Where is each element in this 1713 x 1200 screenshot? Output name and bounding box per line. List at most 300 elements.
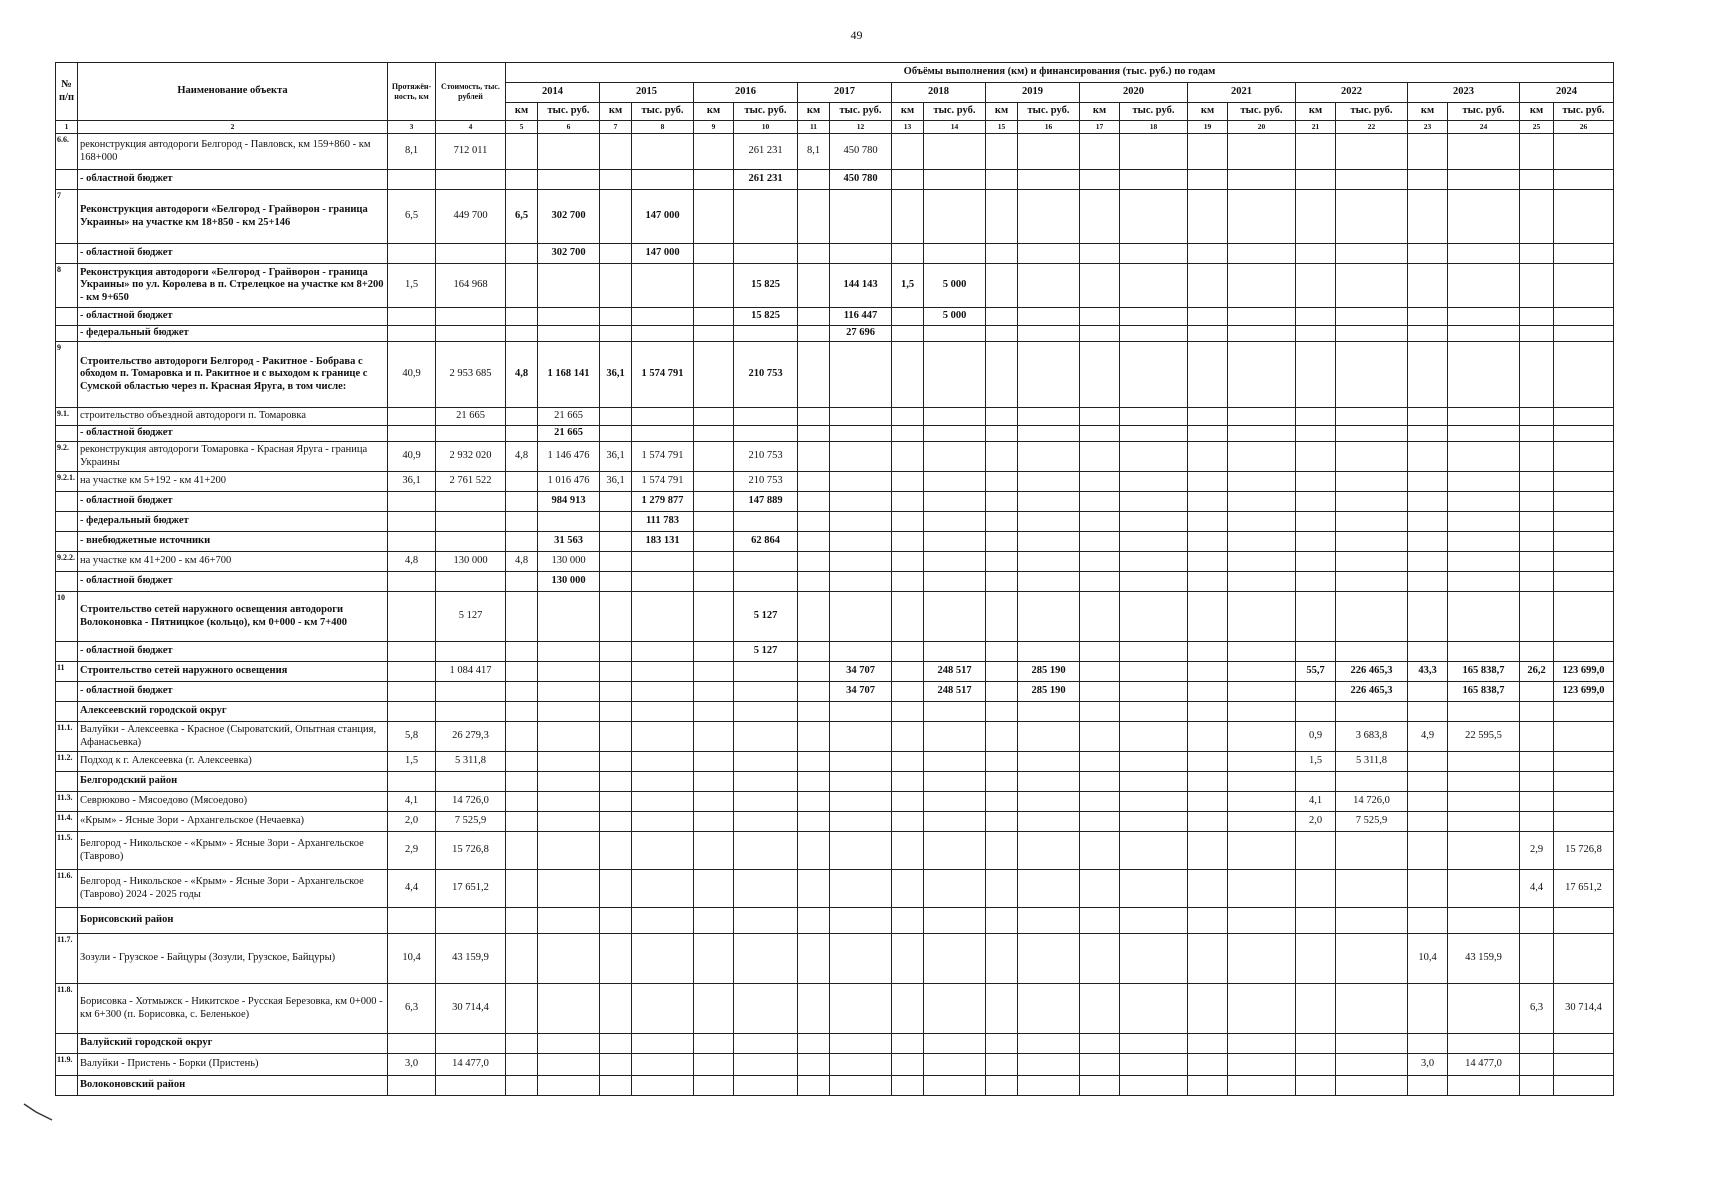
year-value-cell: 4,8: [506, 442, 538, 472]
year-value-cell: [1188, 512, 1228, 532]
year-value-cell: 302 700: [538, 244, 600, 264]
year-value-cell: [986, 408, 1018, 426]
year-value-cell: [632, 1054, 694, 1076]
row-number-label: 11.2.: [57, 753, 73, 762]
year-value-cell: [1018, 702, 1080, 722]
year-value-cell: [1336, 134, 1408, 170]
cost-value: [436, 572, 506, 592]
year-value-cell: [1228, 792, 1296, 812]
length-value: 4,8: [388, 552, 436, 572]
year-value-cell: [1188, 702, 1228, 722]
table-row: [56, 662, 1614, 682]
year-value-cell: [1120, 572, 1188, 592]
year-value-cell: [924, 426, 986, 442]
table-row: [56, 170, 1614, 190]
year-value-cell: [1408, 170, 1448, 190]
header-cost: Стоимость, тыс. рублей: [436, 63, 506, 121]
year-value-cell: [694, 572, 734, 592]
year-value-cell: [1296, 244, 1336, 264]
year-value-cell: 123 699,0: [1554, 662, 1614, 682]
year-value-cell: [1120, 682, 1188, 702]
year-value-cell: [1336, 772, 1408, 792]
year-value-cell: [1018, 492, 1080, 512]
year-value-cell: [1296, 492, 1336, 512]
year-value-cell: 6,3: [1520, 984, 1554, 1034]
header-group-title: Объёмы выполнения (км) и финансирования (тыс. руб.) по годам: [506, 63, 1614, 83]
year-value-cell: [538, 512, 600, 532]
cost-value: [436, 512, 506, 532]
year-value-cell: [1336, 326, 1408, 342]
year-value-cell: [986, 342, 1018, 408]
year-value-cell: [924, 870, 986, 908]
year-value-cell: [632, 308, 694, 326]
year-value-cell: [830, 1076, 892, 1096]
year-value-cell: 147 000: [632, 190, 694, 244]
length-value: [388, 772, 436, 792]
year-value-cell: [986, 592, 1018, 642]
year-value-cell: [892, 908, 924, 934]
table-row: [56, 908, 1614, 934]
row-number-label: 11.1.: [57, 723, 73, 732]
year-value-cell: [924, 642, 986, 662]
year-value-cell: [986, 326, 1018, 342]
year-value-cell: [600, 190, 632, 244]
year-value-cell: [1188, 572, 1228, 592]
object-name: Реконструкция автодороги «Белгород - Грайворон - граница Украины» на участке км 18+850 - км 25+146: [78, 190, 388, 244]
year-value-cell: [924, 442, 986, 472]
year-value-cell: [538, 934, 600, 984]
year-value-cell: [694, 812, 734, 832]
year-value-cell: [892, 134, 924, 170]
year-value-cell: [830, 870, 892, 908]
year-value-cell: [830, 792, 892, 812]
year-value-cell: [1228, 832, 1296, 870]
year-value-cell: [1408, 308, 1448, 326]
length-value: [388, 532, 436, 552]
year-value-cell: [1018, 1076, 1080, 1096]
year-value-cell: [1120, 512, 1188, 532]
column-number: 24: [1448, 121, 1520, 134]
year-value-cell: [632, 170, 694, 190]
year-value-cell: [1296, 264, 1336, 308]
year-value-cell: [1228, 722, 1296, 752]
year-value-cell: [830, 934, 892, 984]
year-value-cell: [1018, 512, 1080, 532]
length-value: [388, 908, 436, 934]
year-value-cell: [1018, 1034, 1080, 1054]
year-value-cell: [892, 190, 924, 244]
year-value-cell: [798, 934, 830, 984]
header-year: 2020: [1080, 83, 1188, 103]
year-value-cell: [986, 264, 1018, 308]
year-value-cell: [986, 812, 1018, 832]
header-rub: тыс. руб.: [830, 103, 892, 121]
year-value-cell: 1 279 877: [632, 492, 694, 512]
year-value-cell: 5 127: [734, 642, 798, 662]
year-value-cell: [1188, 752, 1228, 772]
year-value-cell: [1188, 264, 1228, 308]
table-row: [56, 934, 1614, 984]
year-value-cell: [506, 870, 538, 908]
year-value-cell: [1554, 170, 1614, 190]
year-value-cell: [1188, 662, 1228, 682]
year-value-cell: [734, 934, 798, 984]
year-value-cell: [986, 702, 1018, 722]
year-value-cell: [830, 190, 892, 244]
year-value-cell: [1188, 722, 1228, 752]
year-value-cell: 302 700: [538, 190, 600, 244]
year-value-cell: 27 696: [830, 326, 892, 342]
cost-value: 17 651,2: [436, 870, 506, 908]
table-row: [56, 532, 1614, 552]
year-value-cell: [1188, 134, 1228, 170]
year-value-cell: [1520, 1054, 1554, 1076]
year-value-cell: [1448, 832, 1520, 870]
year-value-cell: [892, 752, 924, 772]
year-value-cell: [1408, 342, 1448, 408]
year-value-cell: [1080, 572, 1120, 592]
year-value-cell: [924, 1076, 986, 1096]
year-value-cell: [734, 752, 798, 772]
object-name: Реконструкция автодороги «Белгород - Грайворон - граница Украины» по ул. Королева в п. Стрелецкое на участке км 8+200 - км 9+650: [78, 264, 388, 308]
length-value: 2,0: [388, 812, 436, 832]
year-value-cell: [1296, 832, 1336, 870]
year-value-cell: [632, 662, 694, 682]
year-value-cell: [734, 552, 798, 572]
row-number: [56, 408, 78, 426]
cost-value: 130 000: [436, 552, 506, 572]
year-value-cell: [694, 190, 734, 244]
year-value-cell: 43 159,9: [1448, 934, 1520, 984]
year-value-cell: [538, 326, 600, 342]
year-value-cell: [1120, 244, 1188, 264]
year-value-cell: [538, 170, 600, 190]
length-value: [388, 170, 436, 190]
year-value-cell: [798, 702, 830, 722]
year-value-cell: [1520, 308, 1554, 326]
year-value-cell: [734, 702, 798, 722]
year-value-cell: [1336, 870, 1408, 908]
year-value-cell: [798, 1034, 830, 1054]
header-year: 2021: [1188, 83, 1296, 103]
table-row: [56, 772, 1614, 792]
year-value-cell: 6,5: [506, 190, 538, 244]
year-value-cell: [830, 722, 892, 752]
year-value-cell: [538, 662, 600, 682]
cost-value: [436, 642, 506, 662]
column-number: 15: [986, 121, 1018, 134]
year-value-cell: [1188, 772, 1228, 792]
table-row: [56, 552, 1614, 572]
year-value-cell: [734, 326, 798, 342]
year-value-cell: [1080, 682, 1120, 702]
year-value-cell: [506, 408, 538, 426]
year-value-cell: [1018, 134, 1080, 170]
header-rub: тыс. руб.: [538, 103, 600, 121]
object-name: Валуйский городской округ: [78, 1034, 388, 1054]
year-value-cell: [830, 426, 892, 442]
year-value-cell: 1 574 791: [632, 472, 694, 492]
year-value-cell: 15 726,8: [1554, 832, 1614, 870]
year-value-cell: [798, 682, 830, 702]
year-value-cell: [1520, 472, 1554, 492]
year-value-cell: [538, 1034, 600, 1054]
year-value-cell: [892, 532, 924, 552]
row-number: [56, 342, 78, 408]
year-value-cell: [798, 170, 830, 190]
year-value-cell: [1018, 984, 1080, 1034]
year-value-cell: [1228, 1054, 1296, 1076]
year-value-cell: [506, 812, 538, 832]
year-value-cell: [798, 1054, 830, 1076]
year-value-cell: [924, 512, 986, 532]
year-value-cell: [506, 308, 538, 326]
year-value-cell: [892, 702, 924, 722]
year-value-cell: [830, 342, 892, 408]
year-value-cell: [986, 722, 1018, 752]
year-value-cell: [1018, 170, 1080, 190]
year-value-cell: [1120, 702, 1188, 722]
year-value-cell: 165 838,7: [1448, 662, 1520, 682]
year-value-cell: [1228, 512, 1296, 532]
year-value-cell: 1 574 791: [632, 442, 694, 472]
year-value-cell: [1120, 592, 1188, 642]
year-value-cell: [830, 832, 892, 870]
year-value-cell: [1296, 170, 1336, 190]
year-value-cell: [986, 832, 1018, 870]
year-value-cell: [1080, 492, 1120, 512]
year-value-cell: [600, 264, 632, 308]
year-value-cell: [1018, 264, 1080, 308]
year-value-cell: [798, 908, 830, 934]
year-value-cell: [1120, 662, 1188, 682]
year-value-cell: [1336, 934, 1408, 984]
year-value-cell: [1408, 752, 1448, 772]
year-value-cell: [1336, 472, 1408, 492]
year-value-cell: [892, 408, 924, 426]
year-value-cell: [986, 170, 1018, 190]
year-value-cell: [1336, 984, 1408, 1034]
row-number: [56, 870, 78, 908]
object-name: Белгород - Никольское - «Крым» - Ясные Зори - Архангельское (Таврово): [78, 832, 388, 870]
year-value-cell: [1018, 308, 1080, 326]
year-value-cell: [986, 984, 1018, 1034]
year-value-cell: [1018, 342, 1080, 408]
year-value-cell: [1018, 244, 1080, 264]
year-value-cell: [600, 722, 632, 752]
table-row: [56, 342, 1614, 408]
year-value-cell: [1336, 642, 1408, 662]
year-value-cell: [600, 908, 632, 934]
year-value-cell: [1188, 592, 1228, 642]
year-value-cell: [506, 134, 538, 170]
year-value-cell: [1296, 682, 1336, 702]
year-value-cell: [1448, 702, 1520, 722]
year-value-cell: [1336, 492, 1408, 512]
object-name: Алексеевский городской округ: [78, 702, 388, 722]
length-value: [388, 326, 436, 342]
year-value-cell: [538, 792, 600, 812]
year-value-cell: [734, 812, 798, 832]
year-value-cell: [1408, 832, 1448, 870]
year-value-cell: [1188, 1054, 1228, 1076]
length-value: [388, 512, 436, 532]
row-number: [56, 832, 78, 870]
year-value-cell: 22 595,5: [1448, 722, 1520, 752]
year-value-cell: [632, 682, 694, 702]
cost-value: 712 011: [436, 134, 506, 170]
year-value-cell: 36,1: [600, 472, 632, 492]
table-row: [56, 702, 1614, 722]
table-row: [56, 512, 1614, 532]
year-value-cell: [600, 1054, 632, 1076]
year-value-cell: [1520, 934, 1554, 984]
column-number: 20: [1228, 121, 1296, 134]
year-value-cell: 248 517: [924, 682, 986, 702]
year-value-cell: [506, 722, 538, 752]
year-value-cell: [1520, 492, 1554, 512]
year-value-cell: [1520, 552, 1554, 572]
year-value-cell: [1408, 792, 1448, 812]
year-value-cell: [830, 512, 892, 532]
row-number: [56, 682, 78, 702]
road-works-table: [55, 62, 1614, 1096]
year-value-cell: [1520, 170, 1554, 190]
year-value-cell: [798, 832, 830, 870]
year-value-cell: [1120, 1054, 1188, 1076]
year-value-cell: [1448, 342, 1520, 408]
year-value-cell: [600, 1034, 632, 1054]
year-value-cell: [1296, 134, 1336, 170]
year-value-cell: [1188, 812, 1228, 832]
year-value-cell: 226 465,3: [1336, 682, 1408, 702]
year-value-cell: [986, 442, 1018, 472]
year-value-cell: [1554, 812, 1614, 832]
year-value-cell: [1080, 702, 1120, 722]
cost-value: [436, 326, 506, 342]
object-name: - областной бюджет: [78, 682, 388, 702]
row-number: [56, 1054, 78, 1076]
year-value-cell: [1520, 792, 1554, 812]
year-value-cell: [798, 244, 830, 264]
cost-value: 2 761 522: [436, 472, 506, 492]
year-value-cell: [892, 1076, 924, 1096]
year-value-cell: [1554, 702, 1614, 722]
row-number: [56, 752, 78, 772]
year-value-cell: [538, 682, 600, 702]
year-value-cell: [734, 772, 798, 792]
year-value-cell: [1120, 472, 1188, 492]
year-value-cell: [506, 244, 538, 264]
column-number: 11: [798, 121, 830, 134]
table-row: [56, 190, 1614, 244]
year-value-cell: [538, 870, 600, 908]
year-value-cell: [1408, 572, 1448, 592]
year-value-cell: 1 574 791: [632, 342, 694, 408]
object-name: - областной бюджет: [78, 642, 388, 662]
column-number: 23: [1408, 121, 1448, 134]
year-value-cell: [830, 702, 892, 722]
year-value-cell: 144 143: [830, 264, 892, 308]
year-value-cell: [924, 984, 986, 1034]
row-number: [56, 472, 78, 492]
table-row: [56, 572, 1614, 592]
row-number: [56, 442, 78, 472]
year-value-cell: [1336, 264, 1408, 308]
table-row: [56, 832, 1614, 870]
length-value: [388, 642, 436, 662]
year-value-cell: [632, 832, 694, 870]
year-value-cell: [1018, 772, 1080, 792]
header-km: км: [1296, 103, 1336, 121]
year-value-cell: [1228, 170, 1296, 190]
year-value-cell: [694, 408, 734, 426]
year-value-cell: [830, 552, 892, 572]
year-value-cell: [1520, 264, 1554, 308]
year-value-cell: [1080, 264, 1120, 308]
year-value-cell: [1408, 552, 1448, 572]
table-row: [56, 244, 1614, 264]
year-value-cell: [632, 134, 694, 170]
year-value-cell: [1448, 642, 1520, 662]
year-value-cell: [734, 1034, 798, 1054]
year-value-cell: [1296, 642, 1336, 662]
year-value-cell: [892, 1054, 924, 1076]
year-value-cell: [1080, 512, 1120, 532]
year-value-cell: [1336, 1076, 1408, 1096]
column-number: 22: [1336, 121, 1408, 134]
header-km: км: [892, 103, 924, 121]
year-value-cell: 130 000: [538, 572, 600, 592]
year-value-cell: [1520, 326, 1554, 342]
year-value-cell: [798, 342, 830, 408]
year-value-cell: [1408, 908, 1448, 934]
year-value-cell: [734, 408, 798, 426]
column-number: 9: [694, 121, 734, 134]
year-value-cell: [1520, 342, 1554, 408]
year-value-cell: 5 000: [924, 308, 986, 326]
year-value-cell: [1336, 532, 1408, 552]
year-value-cell: [632, 326, 694, 342]
year-value-cell: [892, 552, 924, 572]
year-value-cell: [1080, 532, 1120, 552]
year-value-cell: [1408, 1076, 1448, 1096]
column-number: 17: [1080, 121, 1120, 134]
year-value-cell: 21 665: [538, 408, 600, 426]
year-value-cell: [986, 1076, 1018, 1096]
year-value-cell: [1018, 426, 1080, 442]
year-value-cell: [538, 984, 600, 1034]
year-value-cell: 450 780: [830, 134, 892, 170]
year-value-cell: [830, 984, 892, 1034]
year-value-cell: [1228, 662, 1296, 682]
year-value-cell: [1228, 1076, 1296, 1096]
year-value-cell: [924, 492, 986, 512]
year-value-cell: [632, 642, 694, 662]
table-row: [56, 682, 1614, 702]
year-value-cell: [1448, 532, 1520, 552]
cost-value: [436, 426, 506, 442]
year-value-cell: [1188, 682, 1228, 702]
year-value-cell: [924, 408, 986, 426]
year-value-cell: [1554, 134, 1614, 170]
year-value-cell: [1336, 1054, 1408, 1076]
table-row: [56, 134, 1614, 170]
object-name: - областной бюджет: [78, 426, 388, 442]
year-value-cell: [1188, 244, 1228, 264]
cost-value: 2 932 020: [436, 442, 506, 472]
length-value: 4,1: [388, 792, 436, 812]
